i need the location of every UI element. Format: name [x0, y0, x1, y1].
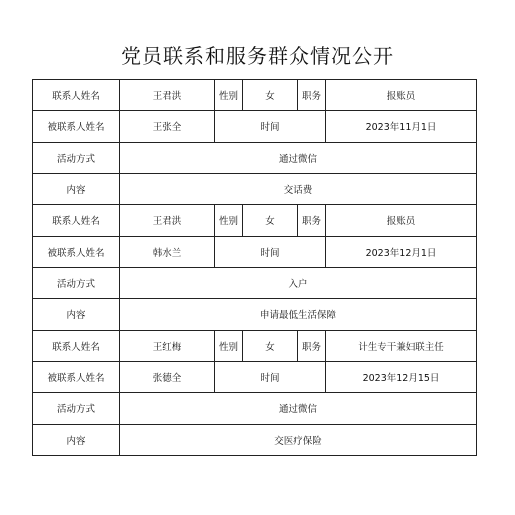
contact-name-value: 王君洪: [120, 205, 215, 236]
content-row: [33, 173, 477, 204]
content-value: 交话费: [120, 173, 477, 204]
time-label: 时间: [215, 111, 326, 142]
method-row: [33, 267, 477, 298]
disclosure-table: [32, 79, 477, 456]
contacted-name-value: 韩水兰: [120, 236, 215, 267]
method-label: 活动方式: [33, 267, 120, 298]
gender-value: 女: [243, 205, 298, 236]
contact-name-value: 王君洪: [120, 80, 215, 111]
contact-row: [33, 205, 477, 236]
contacted-row: [33, 111, 477, 142]
method-value: 通过微信: [120, 142, 477, 173]
position-value: 报账员: [326, 80, 477, 111]
time-label: 时间: [215, 236, 326, 267]
time-value: 2023年12月1日: [326, 236, 477, 267]
contacted-row: [33, 361, 477, 392]
time-value: 2023年11月1日: [326, 111, 477, 142]
contacted-name-value: 王张全: [120, 111, 215, 142]
position-label: 职务: [298, 80, 326, 111]
position-value: 报账员: [326, 205, 477, 236]
method-label: 活动方式: [33, 393, 120, 424]
content-label: 内容: [33, 173, 120, 204]
content-row: [33, 424, 477, 455]
time-value: 2023年12月15日: [326, 361, 477, 392]
contacted-row: [33, 236, 477, 267]
gender-label: 性别: [215, 330, 243, 361]
contact-name-label: 联系人姓名: [33, 80, 120, 111]
contact-row: [33, 80, 477, 111]
method-row: [33, 393, 477, 424]
contacted-name-value: 张德全: [120, 361, 215, 392]
method-row: [33, 142, 477, 173]
gender-label: 性别: [215, 80, 243, 111]
position-label: 职务: [298, 330, 326, 361]
contacted-name-label: 被联系人姓名: [33, 236, 120, 267]
contact-row: [33, 330, 477, 361]
method-value: 入户: [120, 267, 477, 298]
content-label: 内容: [33, 299, 120, 330]
content-label: 内容: [33, 424, 120, 455]
contacted-name-label: 被联系人姓名: [33, 111, 120, 142]
content-value: 申请最低生活保障: [120, 299, 477, 330]
gender-value: 女: [243, 80, 298, 111]
contact-name-label: 联系人姓名: [33, 205, 120, 236]
position-label: 职务: [298, 205, 326, 236]
page-title: 党员联系和服务群众情况公开: [121, 44, 394, 68]
contact-name-value: 王红梅: [120, 330, 215, 361]
method-value: 通过微信: [120, 393, 477, 424]
content-row: [33, 299, 477, 330]
contacted-name-label: 被联系人姓名: [33, 361, 120, 392]
method-label: 活动方式: [33, 142, 120, 173]
contact-name-label: 联系人姓名: [33, 330, 120, 361]
gender-value: 女: [243, 330, 298, 361]
gender-label: 性别: [215, 205, 243, 236]
time-label: 时间: [215, 361, 326, 392]
content-value: 交医疗保险: [120, 424, 477, 455]
position-value: 计生专干兼妇联主任: [326, 330, 477, 361]
